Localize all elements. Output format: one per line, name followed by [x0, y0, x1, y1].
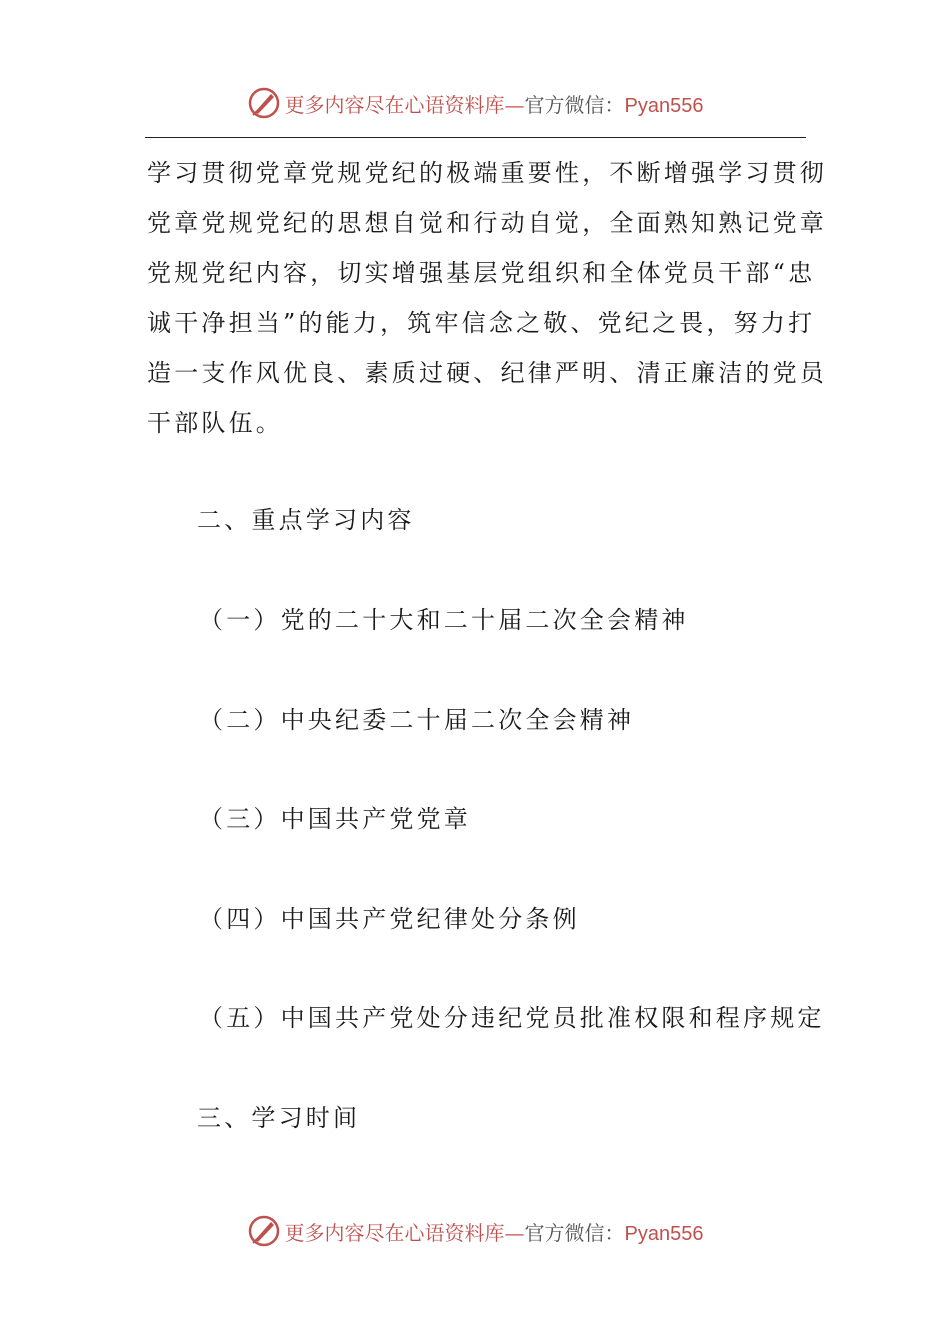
- list-item: （一）党的二十大和二十届二次全会精神: [199, 606, 689, 634]
- body-line: 干部队伍。: [147, 409, 283, 437]
- section-heading: 三、学习时间: [197, 1104, 361, 1132]
- footer-banner: [0, 1206, 950, 1256]
- header-divider: [145, 137, 806, 138]
- list-item: （三）中国共产党党章: [199, 805, 471, 833]
- body-line: 学习贯彻党章党规党纪的极端重要性，不断增强学习贯彻: [147, 159, 827, 187]
- body-line: 造一支作风优良、素质过硬、纪律严明、清正廉洁的党员: [147, 359, 827, 387]
- list-item: （四）中国共产党纪律处分条例: [199, 905, 580, 933]
- section-heading: 二、重点学习内容: [197, 506, 415, 534]
- banner-wechat-label: 官方微信：: [524, 92, 625, 117]
- banner-wechat-id: Pyan556: [624, 94, 704, 117]
- banner-prefix: 更多内容尽在心语资料库—: [284, 1220, 525, 1245]
- header-banner: [0, 78, 950, 128]
- list-item: （五）中国共产党处分违纪党员批准权限和程序规定: [199, 1004, 825, 1032]
- banner-text: [285, 1217, 704, 1246]
- body-line: 诚干净担当”的能力，筑牢信念之敬、党纪之畏，努力打: [147, 309, 816, 337]
- body-paragraph: [147, 148, 827, 448]
- body-line: 党规党纪内容，切实增强基层党组织和全体党员干部“忠: [147, 259, 816, 287]
- quill-logo-icon: [247, 86, 281, 120]
- banner-wechat-label: 官方微信：: [524, 1220, 625, 1245]
- banner-prefix: 更多内容尽在心语资料库—: [284, 92, 525, 117]
- quill-logo-icon: [247, 1214, 281, 1248]
- list-item: （二）中央纪委二十届二次全会精神: [199, 706, 635, 734]
- banner-text: [285, 89, 704, 118]
- body-line: 党章党规党纪的思想自觉和行动自觉，全面熟知熟记党章: [147, 209, 827, 237]
- banner-wechat-id: Pyan556: [624, 1222, 704, 1245]
